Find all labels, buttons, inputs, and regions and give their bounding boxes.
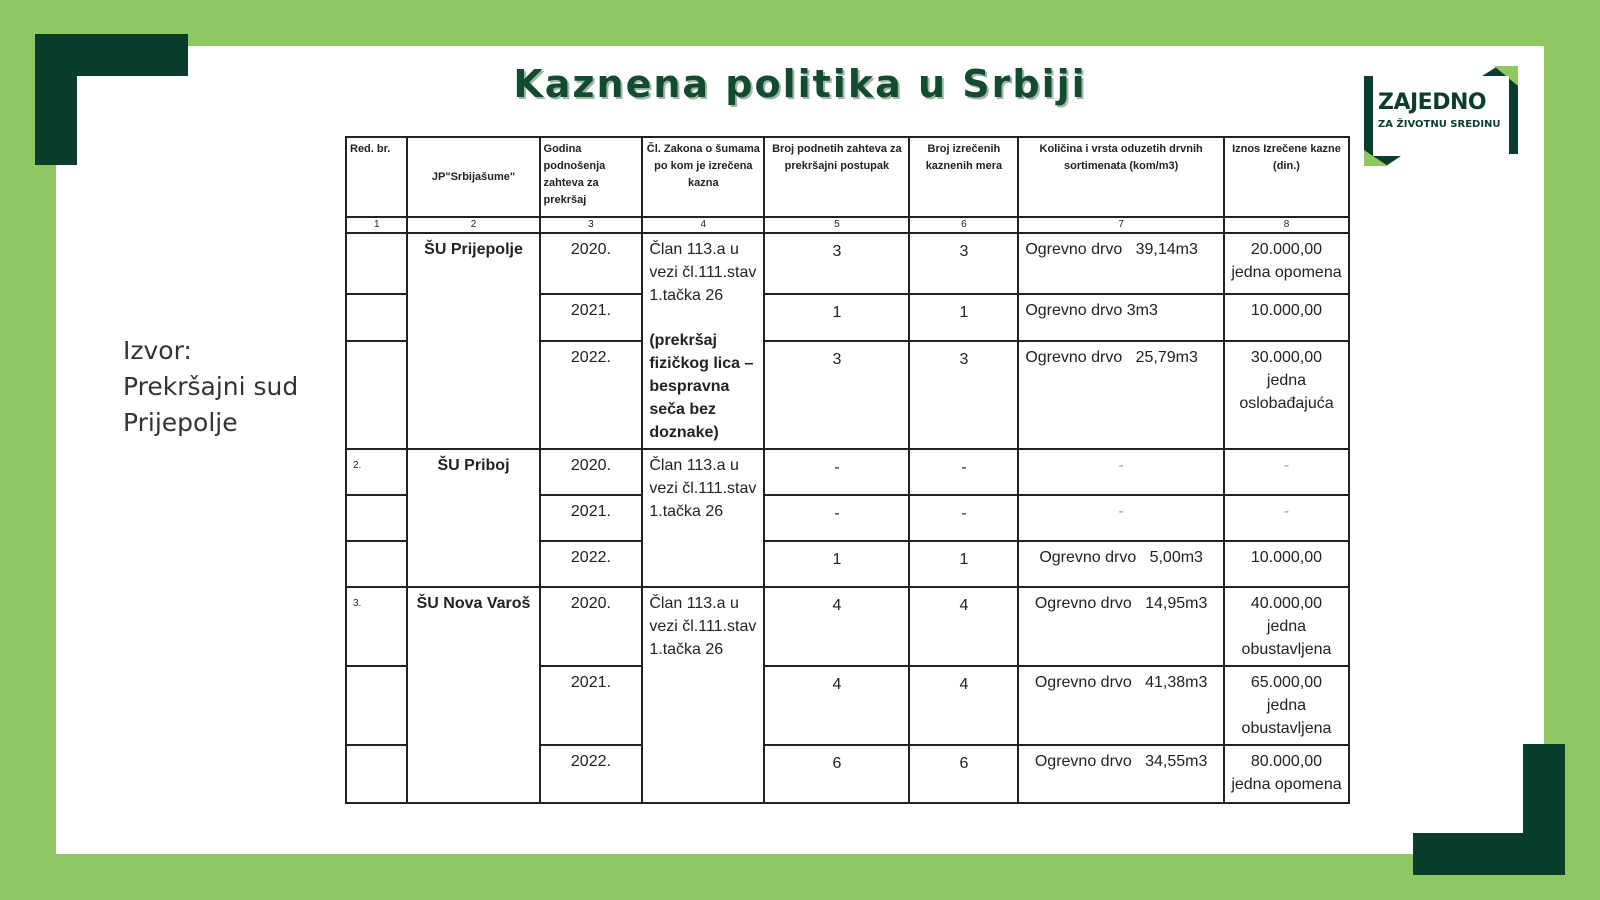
measures-count: 3 bbox=[909, 341, 1018, 449]
wood-quantity: Ogrevno drvo 41,38m3 bbox=[1018, 666, 1224, 745]
filed-count: 4 bbox=[764, 666, 909, 745]
col-number: 2 bbox=[407, 217, 539, 233]
fine-amount: - bbox=[1224, 495, 1349, 541]
row-number bbox=[346, 294, 407, 341]
fine-amount: 30.000,00 jedna oslobađajuća bbox=[1224, 341, 1349, 449]
filed-count: - bbox=[764, 495, 909, 541]
wood-quantity: - bbox=[1018, 495, 1224, 541]
year-cell: 2022. bbox=[540, 745, 643, 803]
year-cell: 2020. bbox=[540, 449, 643, 495]
source-city: Prijepolje bbox=[123, 408, 238, 437]
year-cell: 2021. bbox=[540, 666, 643, 745]
year-cell: 2022. bbox=[540, 541, 643, 587]
law-article-note: (prekršaj fizičkog lica – bespravna seča bez doznake) bbox=[649, 332, 754, 441]
row-number bbox=[346, 341, 407, 449]
source-note bbox=[123, 333, 298, 441]
col-header-measures: Broj izrečenih kaznenih mera bbox=[909, 137, 1018, 217]
fine-amount: 65.000,00 jedna obustavljena bbox=[1224, 666, 1349, 745]
wood-quantity: Ogrevno drvo 39,14m3 bbox=[1018, 233, 1224, 294]
col-header-no: Red. br. bbox=[346, 137, 407, 217]
year-cell: 2020. bbox=[540, 233, 643, 294]
forest-unit-name: ŠU Nova Varoš bbox=[407, 587, 539, 803]
row-number bbox=[346, 233, 407, 294]
table-row bbox=[346, 449, 1349, 495]
logo-wordmark: ZAJEDNO bbox=[1378, 90, 1487, 115]
row-number bbox=[346, 666, 407, 745]
wood-quantity: Ogrevno drvo 3m3 bbox=[1018, 294, 1224, 341]
zajedno-logo bbox=[1364, 66, 1518, 166]
wood-quantity: Ogrevno drvo 5,00m3 bbox=[1018, 541, 1224, 587]
col-header-wood: Količina i vrsta oduzetih drvnih sortimenata (kom/m3) bbox=[1018, 137, 1224, 217]
col-header-filed: Broj podnetih zahteva za prekršajni postupak bbox=[764, 137, 909, 217]
fine-amount: 80.000,00 jedna opomena bbox=[1224, 745, 1349, 803]
forest-unit-name: ŠU Priboj bbox=[407, 449, 539, 587]
col-header-law: Čl. Zakona o šumama po kom je izrečena kazna bbox=[642, 137, 764, 217]
wood-quantity: - bbox=[1018, 449, 1224, 495]
filed-count: 1 bbox=[764, 541, 909, 587]
year-cell: 2022. bbox=[540, 341, 643, 449]
col-number: 3 bbox=[540, 217, 643, 233]
row-number bbox=[346, 541, 407, 587]
table-row bbox=[346, 233, 1349, 294]
source-label: Izvor: bbox=[123, 336, 192, 365]
table-column-numbers bbox=[346, 217, 1349, 233]
filed-count: 1 bbox=[764, 294, 909, 341]
measures-count: - bbox=[909, 449, 1018, 495]
forest-unit-name: ŠU Prijepolje bbox=[407, 233, 539, 449]
row-number: 2. bbox=[346, 449, 407, 495]
row-number: 3. bbox=[346, 587, 407, 666]
fine-amount: 20.000,00 jedna opomena bbox=[1224, 233, 1349, 294]
col-number: 1 bbox=[346, 217, 407, 233]
measures-count: 3 bbox=[909, 233, 1018, 294]
law-article-text: Član 113.a u vezi čl.111.stav 1.tačka 26 bbox=[642, 587, 764, 803]
year-cell: 2021. bbox=[540, 294, 643, 341]
source-court: Prekršajni sud bbox=[123, 372, 299, 401]
year-cell: 2021. bbox=[540, 495, 643, 541]
filed-count: 4 bbox=[764, 587, 909, 666]
row-number bbox=[346, 745, 407, 803]
fine-amount: 40.000,00 jedna obustavljena bbox=[1224, 587, 1349, 666]
fine-amount: 10.000,00 bbox=[1224, 294, 1349, 341]
col-header-company: JP"Srbijašume" bbox=[407, 137, 539, 217]
wood-quantity: Ogrevno drvo 14,95m3 bbox=[1018, 587, 1224, 666]
wood-quantity: Ogrevno drvo 25,79m3 bbox=[1018, 341, 1224, 449]
logo-tagline: ZA ŽIVOTNU SREDINU bbox=[1378, 119, 1501, 130]
fine-amount: 10.000,00 bbox=[1224, 541, 1349, 587]
year-cell: 2020. bbox=[540, 587, 643, 666]
col-number: 6 bbox=[909, 217, 1018, 233]
measures-count: 4 bbox=[909, 666, 1018, 745]
wood-quantity: Ogrevno drvo 34,55m3 bbox=[1018, 745, 1224, 803]
law-article-text: Član 113.a u vezi čl.111.stav 1.tačka 26 bbox=[642, 449, 764, 587]
measures-count: 4 bbox=[909, 587, 1018, 666]
law-article-cell bbox=[642, 233, 764, 449]
col-number: 8 bbox=[1224, 217, 1349, 233]
col-number: 7 bbox=[1018, 217, 1224, 233]
corner-decoration-bottom-right-vertical bbox=[1523, 744, 1565, 875]
measures-count: - bbox=[909, 495, 1018, 541]
measures-count: 1 bbox=[909, 294, 1018, 341]
fines-table bbox=[345, 136, 1350, 804]
col-number: 4 bbox=[642, 217, 764, 233]
table-row bbox=[346, 587, 1349, 666]
measures-count: 1 bbox=[909, 541, 1018, 587]
measures-count: 6 bbox=[909, 745, 1018, 803]
filed-count: 3 bbox=[764, 233, 909, 294]
filed-count: - bbox=[764, 449, 909, 495]
col-number: 5 bbox=[764, 217, 909, 233]
fines-table-image bbox=[345, 136, 1350, 832]
filed-count: 3 bbox=[764, 341, 909, 449]
law-article-text: Član 113.a u vezi čl.111.stav 1.tačka 26 bbox=[649, 241, 757, 304]
table-header-row bbox=[346, 137, 1349, 217]
page-title: Kaznena politika u Srbiji bbox=[513, 62, 1087, 106]
row-number bbox=[346, 495, 407, 541]
logo-panel bbox=[1373, 76, 1509, 156]
fine-amount: - bbox=[1224, 449, 1349, 495]
col-header-fine: Iznos Izrečene kazne (din.) bbox=[1224, 137, 1349, 217]
filed-count: 6 bbox=[764, 745, 909, 803]
col-header-year: Godina podnošenja zahteva za prekršaj bbox=[540, 137, 643, 217]
